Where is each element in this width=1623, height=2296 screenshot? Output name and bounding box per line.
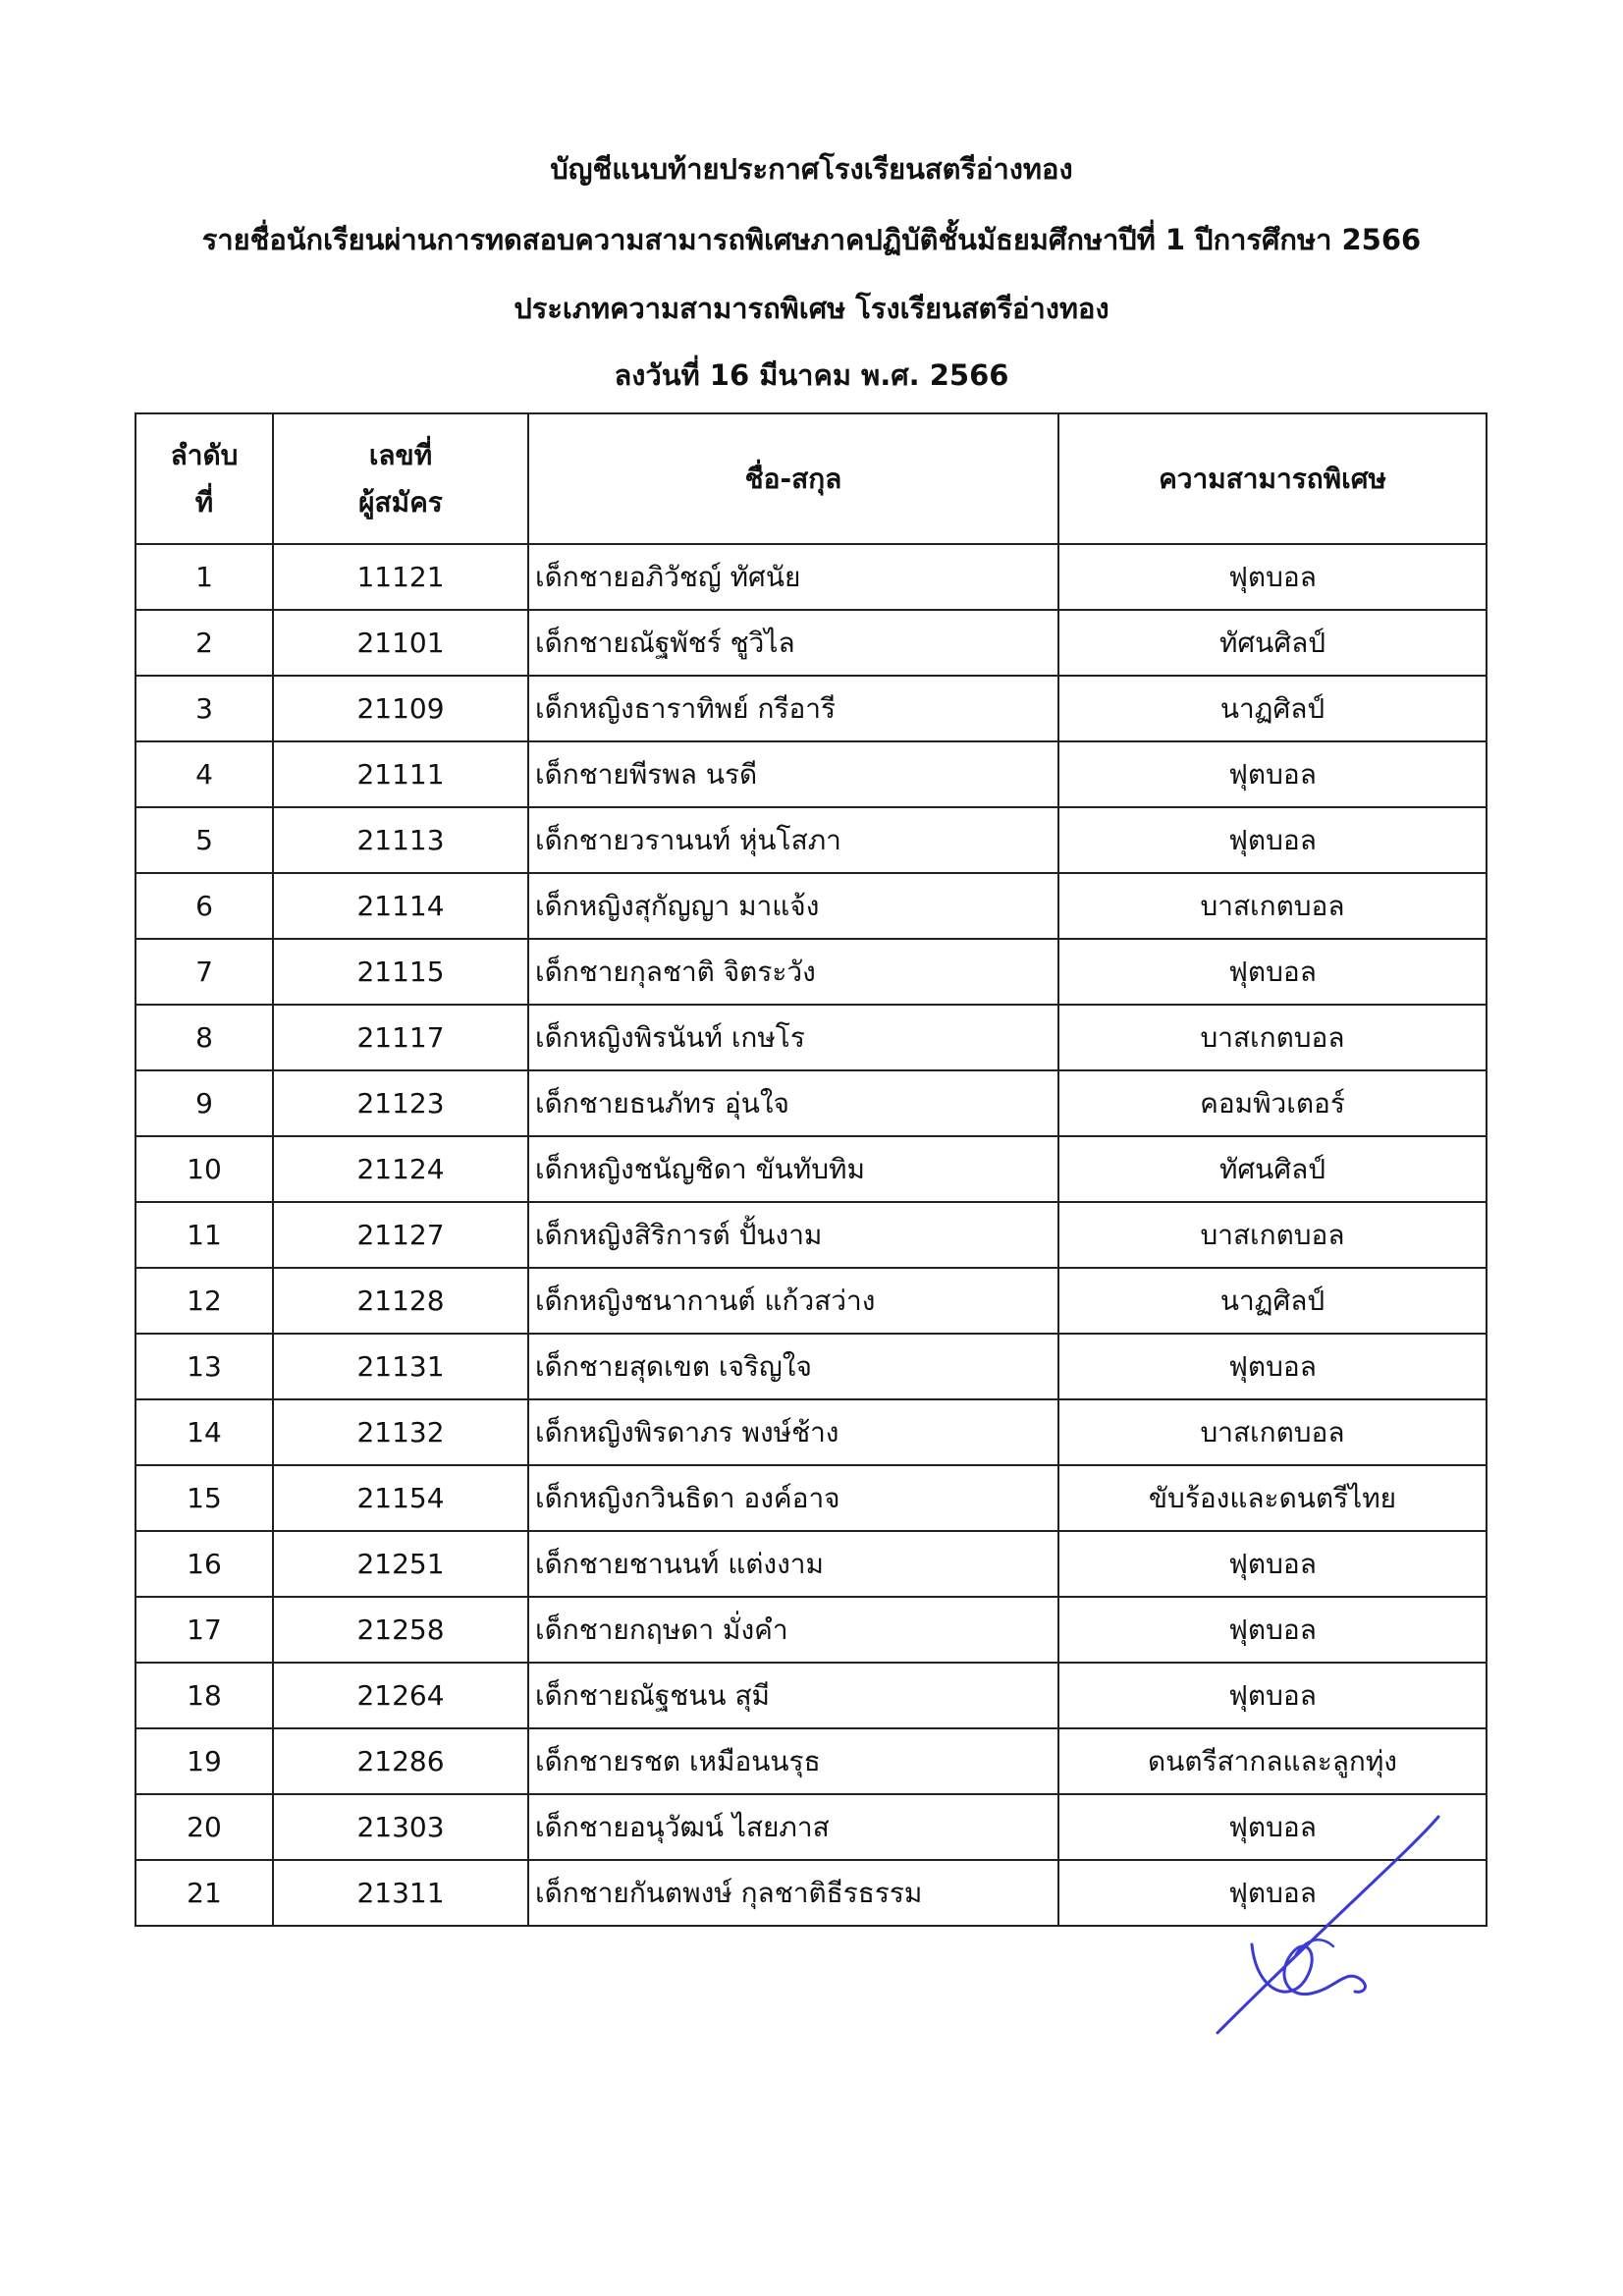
table-row [135, 1728, 1487, 1794]
row-applicant-id-cell: 21131 [273, 1334, 528, 1399]
row-name-cell: เด็กชายวรานนท์ หุ่นโสภา [528, 807, 1058, 873]
row-ability-cell: บาสเกตบอล [1058, 1005, 1487, 1070]
row-ability-cell: ทัศนศิลป์ [1058, 610, 1487, 676]
row-ability-cell: คอมพิวเตอร์ [1058, 1070, 1487, 1136]
table-row [135, 1070, 1487, 1136]
row-order-cell: 2 [135, 610, 273, 676]
row-ability-cell: นาฏศิลป์ [1058, 1268, 1487, 1334]
row-order-cell: 13 [135, 1334, 273, 1399]
table-row [135, 1399, 1487, 1465]
row-order-cell: 17 [135, 1597, 273, 1663]
row-applicant-id-cell: 21115 [273, 939, 528, 1005]
row-applicant-id-cell: 21251 [273, 1531, 528, 1597]
signature [1198, 1797, 1453, 2052]
row-ability-cell: บาสเกตบอล [1058, 1202, 1487, 1268]
header-applicant-id [273, 413, 528, 544]
row-name-cell: เด็กหญิงธาราทิพย์ กรีอารี [528, 676, 1058, 741]
table-row [135, 1465, 1487, 1531]
row-order-cell: 1 [135, 544, 273, 610]
document-subtitle: รายชื่อนักเรียนผ่านการทดสอบความสามารถพิเศษภาคปฏิบัติชั้นมัธยมศึกษาปีที่ 1 ปีการศึกษา 2566 [201, 223, 1422, 256]
table-row [135, 939, 1487, 1005]
row-ability-cell: ฟุตบอล [1058, 1663, 1487, 1728]
row-ability-cell: ฟุตบอล [1058, 741, 1487, 807]
table-row [135, 1202, 1487, 1268]
row-applicant-id-cell: 21127 [273, 1202, 528, 1268]
row-ability-cell: ฟุตบอล [1058, 1597, 1487, 1663]
header-applicant-id-line1: เลขที่ [368, 438, 433, 471]
header-order-line1: ลำดับ [170, 438, 239, 471]
table-row [135, 873, 1487, 939]
table-row [135, 1268, 1487, 1334]
row-ability-cell: ขับร้องและดนตรีไทย [1058, 1465, 1487, 1531]
row-applicant-id-cell: 21303 [273, 1794, 528, 1860]
header-order-line2: ที่ [194, 485, 214, 519]
document-category: ประเภทความสามารถพิเศษ โรงเรียนสตรีอ่างทอง [514, 292, 1109, 325]
document-date: ลงวันที่ 16 มีนาคม พ.ศ. 2566 [614, 358, 1009, 392]
row-order-cell: 9 [135, 1070, 273, 1136]
table-row [135, 1663, 1487, 1728]
row-order-cell: 20 [135, 1794, 273, 1860]
row-order-cell: 5 [135, 807, 273, 873]
row-name-cell: เด็กชายพีรพล นรดี [528, 741, 1058, 807]
row-applicant-id-cell: 21123 [273, 1070, 528, 1136]
row-applicant-id-cell: 21111 [273, 741, 528, 807]
row-applicant-id-cell: 21132 [273, 1399, 528, 1465]
row-name-cell: เด็กชายสุดเขต เจริญใจ [528, 1334, 1058, 1399]
row-applicant-id-cell: 21311 [273, 1860, 528, 1926]
row-ability-cell: ฟุตบอล [1058, 1860, 1487, 1926]
table-row [135, 1531, 1487, 1597]
row-applicant-id-cell: 21109 [273, 676, 528, 741]
row-order-cell: 11 [135, 1202, 273, 1268]
row-applicant-id-cell: 21264 [273, 1663, 528, 1728]
row-applicant-id-cell: 21286 [273, 1728, 528, 1794]
row-ability-cell: ฟุตบอล [1058, 807, 1487, 873]
student-list-table [135, 412, 1488, 1927]
row-order-cell: 19 [135, 1728, 273, 1794]
table-row [135, 676, 1487, 741]
row-ability-cell: นาฏศิลป์ [1058, 676, 1487, 741]
table-row [135, 1136, 1487, 1202]
row-applicant-id-cell: 21154 [273, 1465, 528, 1531]
row-name-cell: เด็กชายณัฐชนน สุมี [528, 1663, 1058, 1728]
row-name-cell: เด็กหญิงพิรนันท์ เกษโร [528, 1005, 1058, 1070]
row-name-cell: เด็กชายกุลชาติ จิตระวัง [528, 939, 1058, 1005]
row-name-cell: เด็กชายกฤษดา มั่งคำ [528, 1597, 1058, 1663]
row-name-cell: เด็กชายธนภัทร อุ่นใจ [528, 1070, 1058, 1136]
header-order [135, 413, 273, 544]
row-ability-cell: ฟุตบอล [1058, 1334, 1487, 1399]
row-order-cell: 7 [135, 939, 273, 1005]
row-name-cell: เด็กชายชานนท์ แต่งงาม [528, 1531, 1058, 1597]
row-order-cell: 4 [135, 741, 273, 807]
document-title: บัญชีแนบท้ายประกาศโรงเรียนสตรีอ่างทอง [550, 152, 1073, 186]
row-name-cell: เด็กชายรชต เหมือนนรุธ [528, 1728, 1058, 1794]
row-ability-cell: ฟุตบอล [1058, 544, 1487, 610]
row-applicant-id-cell: 21114 [273, 873, 528, 939]
table-row [135, 544, 1487, 610]
table-row [135, 610, 1487, 676]
row-ability-cell: ฟุตบอล [1058, 1531, 1487, 1597]
table-row [135, 807, 1487, 873]
table-header-row [135, 413, 1487, 544]
row-order-cell: 6 [135, 873, 273, 939]
table-row [135, 1597, 1487, 1663]
row-applicant-id-cell: 21117 [273, 1005, 528, 1070]
row-order-cell: 8 [135, 1005, 273, 1070]
row-name-cell: เด็กหญิงพิรดาภร พงษ์ช้าง [528, 1399, 1058, 1465]
row-name-cell: เด็กหญิงชนัญชิดา ขันทับทิม [528, 1136, 1058, 1202]
row-order-cell: 16 [135, 1531, 273, 1597]
row-order-cell: 10 [135, 1136, 273, 1202]
row-order-cell: 21 [135, 1860, 273, 1926]
row-ability-cell: ฟุตบอล [1058, 939, 1487, 1005]
row-name-cell: เด็กหญิงกวินธิดา องค์อาจ [528, 1465, 1058, 1531]
row-name-cell: เด็กหญิงชนากานต์ แก้วสว่าง [528, 1268, 1058, 1334]
table-row [135, 741, 1487, 807]
header-ability: ความสามารถพิเศษ [1058, 413, 1487, 544]
row-ability-cell: บาสเกตบอล [1058, 873, 1487, 939]
row-name-cell: เด็กหญิงสิริการต์ ปั้นงาม [528, 1202, 1058, 1268]
row-applicant-id-cell: 21128 [273, 1268, 528, 1334]
row-order-cell: 12 [135, 1268, 273, 1334]
row-ability-cell: ฟุตบอล [1058, 1794, 1487, 1860]
row-ability-cell: ดนตรีสากลและลูกทุ่ง [1058, 1728, 1487, 1794]
row-order-cell: 14 [135, 1399, 273, 1465]
row-order-cell: 15 [135, 1465, 273, 1531]
row-name-cell: เด็กชายกันตพงษ์ กุลชาติธีรธรรม [528, 1860, 1058, 1926]
row-applicant-id-cell: 11121 [273, 544, 528, 610]
table-row [135, 1334, 1487, 1399]
header-name: ชื่อ-สกุล [528, 413, 1058, 544]
row-name-cell: เด็กหญิงสุกัญญา มาแจ้ง [528, 873, 1058, 939]
row-order-cell: 18 [135, 1663, 273, 1728]
header-applicant-id-line2: ผู้สมัคร [358, 485, 443, 519]
row-name-cell: เด็กชายณัฐพัชร์ ชูวิไล [528, 610, 1058, 676]
row-name-cell: เด็กชายอภิวัชญ์ ทัศนัย [528, 544, 1058, 610]
row-applicant-id-cell: 21124 [273, 1136, 528, 1202]
row-ability-cell: บาสเกตบอล [1058, 1399, 1487, 1465]
row-applicant-id-cell: 21258 [273, 1597, 528, 1663]
row-order-cell: 3 [135, 676, 273, 741]
row-applicant-id-cell: 21101 [273, 610, 528, 676]
row-ability-cell: ทัศนศิลป์ [1058, 1136, 1487, 1202]
row-name-cell: เด็กชายอนุวัฒน์ ไสยภาส [528, 1794, 1058, 1860]
row-applicant-id-cell: 21113 [273, 807, 528, 873]
table-row [135, 1005, 1487, 1070]
